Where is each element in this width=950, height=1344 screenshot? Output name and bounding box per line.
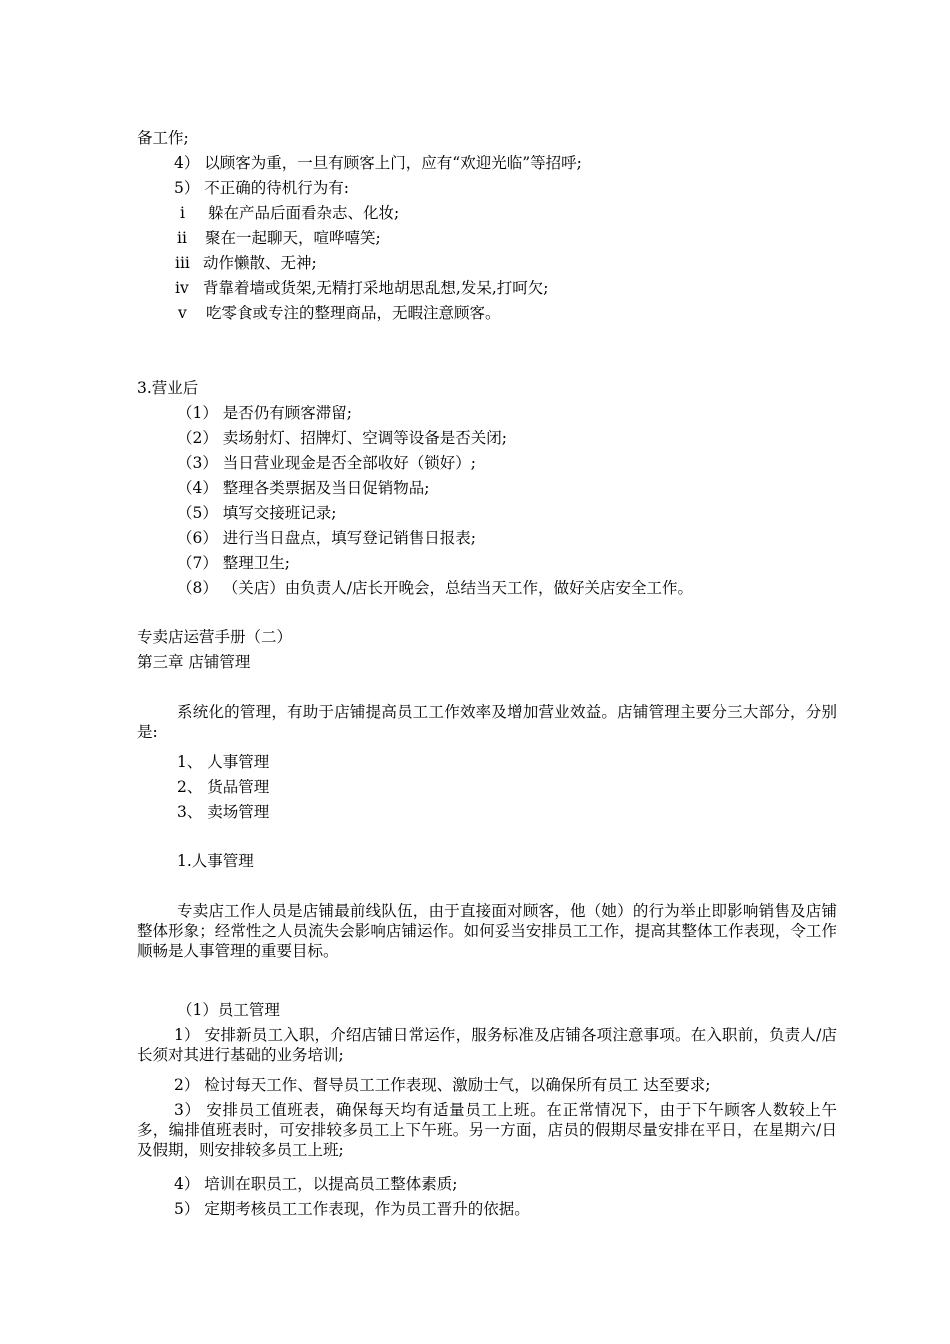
after-business-item: （3） 当日营业现金是否全部收好（锁好）;	[177, 454, 477, 472]
after-business-item: （1） 是否仍有顾客滞留;	[177, 404, 353, 422]
roman-numeral: iii	[175, 254, 190, 272]
roman-numeral: iv	[175, 279, 189, 297]
standby-item-5: 5） 不正确的待机行为有:	[174, 179, 350, 197]
part-item: 1、 人事管理	[177, 753, 270, 771]
roman-numeral: v	[178, 304, 187, 322]
wrong-behavior-item	[180, 203, 399, 223]
wrong-behavior-text: 聚在一起聊天，喧哗嘻笑;	[205, 229, 381, 247]
part-item: 3、 卖场管理	[177, 803, 270, 821]
after-business-item: （7） 整理卫生;	[177, 554, 291, 572]
after-business-item: （2） 卖场射灯、招牌灯、空调等设备是否关闭;	[177, 429, 508, 447]
wrong-behavior-item	[178, 303, 501, 323]
wrong-behavior-item	[175, 278, 549, 298]
prep-tail-text: 备工作;	[137, 129, 189, 147]
personnel-paragraph: 专卖店工作人员是店铺最前线队伍，由于直接面对顾客，他（她）的行为举止即影响销售及店铺整体形象；经常性之人员流失会影响店铺运作。如何妥当安排员工工作，提高其整体工作表现，令工作顺畅是人事管理的重要目标。	[137, 902, 837, 960]
wrong-behavior-item	[175, 253, 317, 273]
part-item: 2、 货品管理	[177, 778, 270, 796]
staff-item: 3） 安排员工值班表，确保每天均有适量员工上班。在正常情况下，由于下午顾客人数较上午多，编排值班表时，可安排较多员工上下午班。另一方面，店员的假期尽量安排在平日，在星期六/日及假期，则安排较多员工上班;	[137, 1101, 837, 1159]
wrong-behavior-text: 吃零食或专注的整理商品，无暇注意顾客。	[206, 304, 501, 322]
after-business-item: （4） 整理各类票据及当日促销物品;	[177, 479, 430, 497]
after-business-item: （5） 填写交接班记录;	[177, 504, 337, 522]
roman-numeral: ii	[177, 229, 187, 247]
staff-item: 1） 安排新员工入职，介绍店铺日常运作，服务标准及店铺各项注意事项。在入职前，负责人/店长须对其进行基础的业务培训;	[137, 1026, 837, 1064]
chapter-title: 第三章 店铺管理	[137, 653, 251, 671]
staff-management-heading: （1）员工管理	[177, 1001, 280, 1019]
staff-item: 2） 检讨每天工作、督导员工工作表现、激励士气，以确保所有员工 达至要求;	[174, 1076, 711, 1094]
staff-item: 5） 定期考核员工工作表现，作为员工晋升的依据。	[174, 1200, 530, 1218]
section-heading-personnel: 1.人事管理	[177, 852, 254, 870]
staff-item: 4） 培训在职员工，以提高员工整体素质;	[174, 1175, 458, 1193]
intro-paragraph: 系统化的管理，有助于店铺提高员工工作效率及增加营业效益。店铺管理主要分三大部分，分别是:	[137, 703, 837, 741]
wrong-behavior-text: 背靠着墙或货架,无精打采地胡思乱想,发呆,打呵欠;	[203, 279, 549, 297]
wrong-behavior-text: 躲在产品后面看杂志、化妆;	[208, 204, 400, 222]
after-business-item: （6） 进行当日盘点，填写登记销售日报表;	[177, 529, 477, 547]
after-business-heading: 3.营业后	[137, 379, 199, 397]
wrong-behavior-item	[177, 228, 381, 248]
after-business-item: （8） （关店）由负责人/店长开晚会，总结当天工作，做好关店安全工作。	[177, 579, 694, 597]
wrong-behavior-text: 动作懒散、无神;	[203, 254, 317, 272]
manual-title: 专卖店运营手册（二）	[137, 628, 293, 646]
roman-numeral: i	[180, 204, 185, 222]
standby-item-4: 4） 以顾客为重，一旦有顾客上门，应有“欢迎光临”等招呼;	[174, 154, 582, 172]
